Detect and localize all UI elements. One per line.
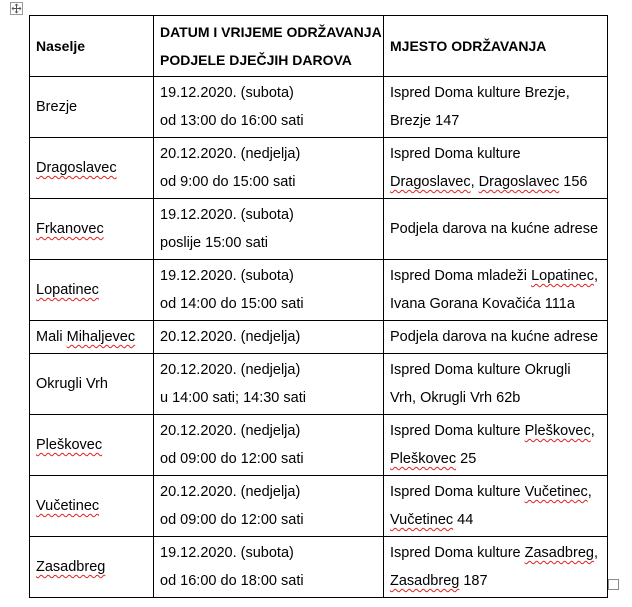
settlement-cell: Mali Mihaljevec <box>30 321 154 354</box>
location-cell <box>384 415 608 476</box>
table-row <box>30 476 608 537</box>
settlement-cell: Dragoslavec <box>30 138 154 199</box>
location-cell <box>384 537 608 598</box>
location-line: Ispred Doma kulture Vučetinec, <box>390 484 592 500</box>
location-line: Podjela darova na kućne adrese <box>390 329 599 345</box>
table-row <box>30 415 608 476</box>
location-line: Ispred Doma mladeži Lopatinec, <box>390 268 598 284</box>
settlement-cell: Vučetinec <box>30 476 154 537</box>
settlement-cell: Lopatinec <box>30 260 154 321</box>
location-cell <box>384 199 608 260</box>
location-cell <box>384 321 608 354</box>
location-line: Brezje 147 <box>390 113 460 129</box>
location-line: Ispred Doma kulture Okrugli <box>390 362 571 378</box>
location-cell <box>384 260 608 321</box>
settlement-cell: Okrugli Vrh <box>30 354 154 415</box>
settlement-cell: Brezje <box>30 77 154 138</box>
location-cell <box>384 354 608 415</box>
datetime-cell <box>154 260 384 321</box>
settlement-cell: Pleškovec <box>30 415 154 476</box>
table-row <box>30 77 608 138</box>
location-line: Pleškovec 25 <box>390 451 477 467</box>
location-line: Ispred Doma kulture Zasadbreg, <box>390 545 598 561</box>
settlement-cell: Zasadbreg <box>30 537 154 598</box>
location-line: Ispred Doma kulture Brezje, <box>390 85 570 101</box>
datetime-cell <box>154 354 384 415</box>
table-row <box>30 354 608 415</box>
datetime-line: 20.12.2020. (nedjelja) <box>160 423 301 439</box>
datetime-line: od 16:00 do 18:00 sati <box>160 573 304 589</box>
table-move-handle-icon[interactable] <box>10 2 23 15</box>
datetime-line: 20.12.2020. (nedjelja) <box>160 146 301 162</box>
table-row <box>30 537 608 598</box>
location-line: Ivana Gorana Kovačića 111a <box>390 296 575 312</box>
datetime-line: 20.12.2020. (nedjelja) <box>160 484 301 500</box>
datetime-line: od 9:00 do 15:00 sati <box>160 174 296 190</box>
datetime-cell <box>154 321 384 354</box>
datetime-cell <box>154 415 384 476</box>
table-row <box>30 138 608 199</box>
location-line: Zasadbreg 187 <box>390 573 488 589</box>
datetime-cell <box>154 476 384 537</box>
header-settlement: Naselje <box>30 16 154 77</box>
datetime-line: 19.12.2020. (subota) <box>160 85 294 101</box>
location-line: Dragoslavec, Dragoslavec 156 <box>390 174 588 190</box>
datetime-line: od 14:00 do 15:00 sati <box>160 296 304 312</box>
datetime-cell <box>154 138 384 199</box>
datetime-line: 19.12.2020. (subota) <box>160 545 294 561</box>
datetime-cell <box>154 537 384 598</box>
table-row <box>30 199 608 260</box>
table-row <box>30 321 608 354</box>
location-line: Ispred Doma kulture <box>390 146 521 162</box>
distribution-schedule-table <box>29 15 608 598</box>
datetime-line: 19.12.2020. (subota) <box>160 207 294 223</box>
datetime-line: od 09:00 do 12:00 sati <box>160 512 304 528</box>
location-line: Vučetinec 44 <box>390 512 474 528</box>
header-location: MJESTO ODRŽAVANJA <box>384 16 608 77</box>
location-line: Podjela darova na kućne adrese <box>390 221 599 237</box>
location-line: Ispred Doma kulture Pleškovec, <box>390 423 595 439</box>
header-datetime-line2: PODJELE DJEČJIH DAROVA <box>160 52 352 68</box>
datetime-line: od 09:00 do 12:00 sati <box>160 451 304 467</box>
settlement-cell: Frkanovec <box>30 199 154 260</box>
location-cell <box>384 138 608 199</box>
four-arrows-move-icon <box>11 3 22 14</box>
header-datetime <box>154 16 384 77</box>
datetime-cell <box>154 199 384 260</box>
table-header-row <box>30 16 608 77</box>
datetime-cell <box>154 77 384 138</box>
header-datetime-line1: DATUM I VRIJEME ODRŽAVANJA <box>160 24 382 40</box>
datetime-line: poslije 15:00 sati <box>160 235 269 251</box>
datetime-line: u 14:00 sati; 14:30 sati <box>160 390 306 406</box>
datetime-line: 19.12.2020. (subota) <box>160 268 294 284</box>
datetime-line: od 13:00 do 16:00 sati <box>160 113 304 129</box>
datetime-line: 20.12.2020. (nedjelja) <box>160 362 301 378</box>
location-cell <box>384 77 608 138</box>
location-cell <box>384 476 608 537</box>
datetime-line: 20.12.2020. (nedjelja) <box>160 329 301 345</box>
table-resize-handle-icon[interactable] <box>608 579 619 590</box>
table-row <box>30 260 608 321</box>
location-line: Vrh, Okrugli Vrh 62b <box>390 390 521 406</box>
